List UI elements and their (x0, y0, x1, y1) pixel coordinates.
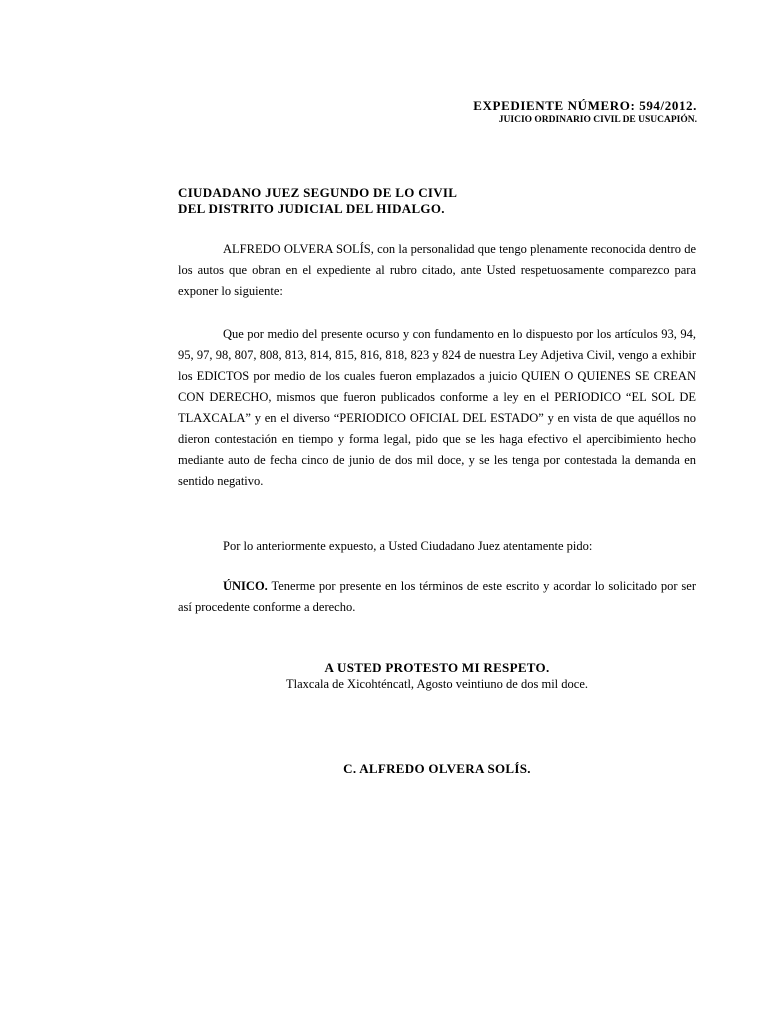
paragraph-unico-text: Tenerme por presente en los términos de este escrito y acordar lo solicitado por ser así procedente conforme a derecho. (178, 579, 696, 614)
place-date: Tlaxcala de Xicohténcatl, Agosto veintiuno de dos mil doce. (285, 677, 588, 691)
signature-name: C. ALFREDO OLVERA SOLÍS. (343, 761, 531, 776)
paragraph-request (178, 536, 696, 557)
closing-protesto: A USTED PROTESTO MI RESPETO. (324, 660, 550, 675)
case-header (473, 98, 697, 126)
paragraph-unico (178, 576, 696, 618)
paragraph-petition (178, 324, 696, 492)
paragraph-petition-text: Que por medio del presente ocurso y con fundamento en lo dispuesto por los artículos 93, 94, 95, 97, 98, 807, 808, 813, 814, 815, 816, 818, 823 y 824 de nuestra Ley Adjetiva Civil, vengo a exhibir los EDICTOS por medio de los cuales fueron emplazados a juicio QUIEN O QUIENES SE CREAN CON DERECHO, mismos que fueron publicados conforme a ley en el PERIODICO “EL SOL DE TLAXCALA” y en el diverso “PERIODICO OFICIAL DEL ESTADO” y en vista de que aquéllos no dieron contestación en tiempo y forma legal, pido que se les haga efectivo el apercibimiento hecho mediante auto de fecha cinco de junio de dos mil doce, y se les tenga por contestada la demanda en sentido negativo. (178, 327, 696, 488)
addressee-line-1: CIUDADANO JUEZ SEGUNDO DE LO CIVIL (178, 185, 458, 200)
paragraph-request-text: Por lo anteriormente expuesto, a Usted Ciudadano Juez atentamente pido: (223, 539, 593, 553)
paragraph-intro-text: ALFREDO OLVERA SOLÍS, con la personalidad que tengo plenamente reconocida dentro de los autos que obran en el expediente al rubro citado, ante Usted respetuosamente comparezco para exponer lo siguiente: (178, 242, 696, 298)
case-number: EXPEDIENTE NÚMERO: 594/2012. (473, 98, 697, 113)
addressee (178, 185, 457, 217)
case-type: JUICIO ORDINARIO CIVIL DE USUCAPIÓN. (498, 115, 697, 125)
addressee-line-2: DEL DISTRITO JUDICIAL DEL HIDALGO. (178, 201, 445, 216)
unico-label: ÚNICO. (223, 579, 268, 593)
paragraph-intro (178, 239, 696, 302)
